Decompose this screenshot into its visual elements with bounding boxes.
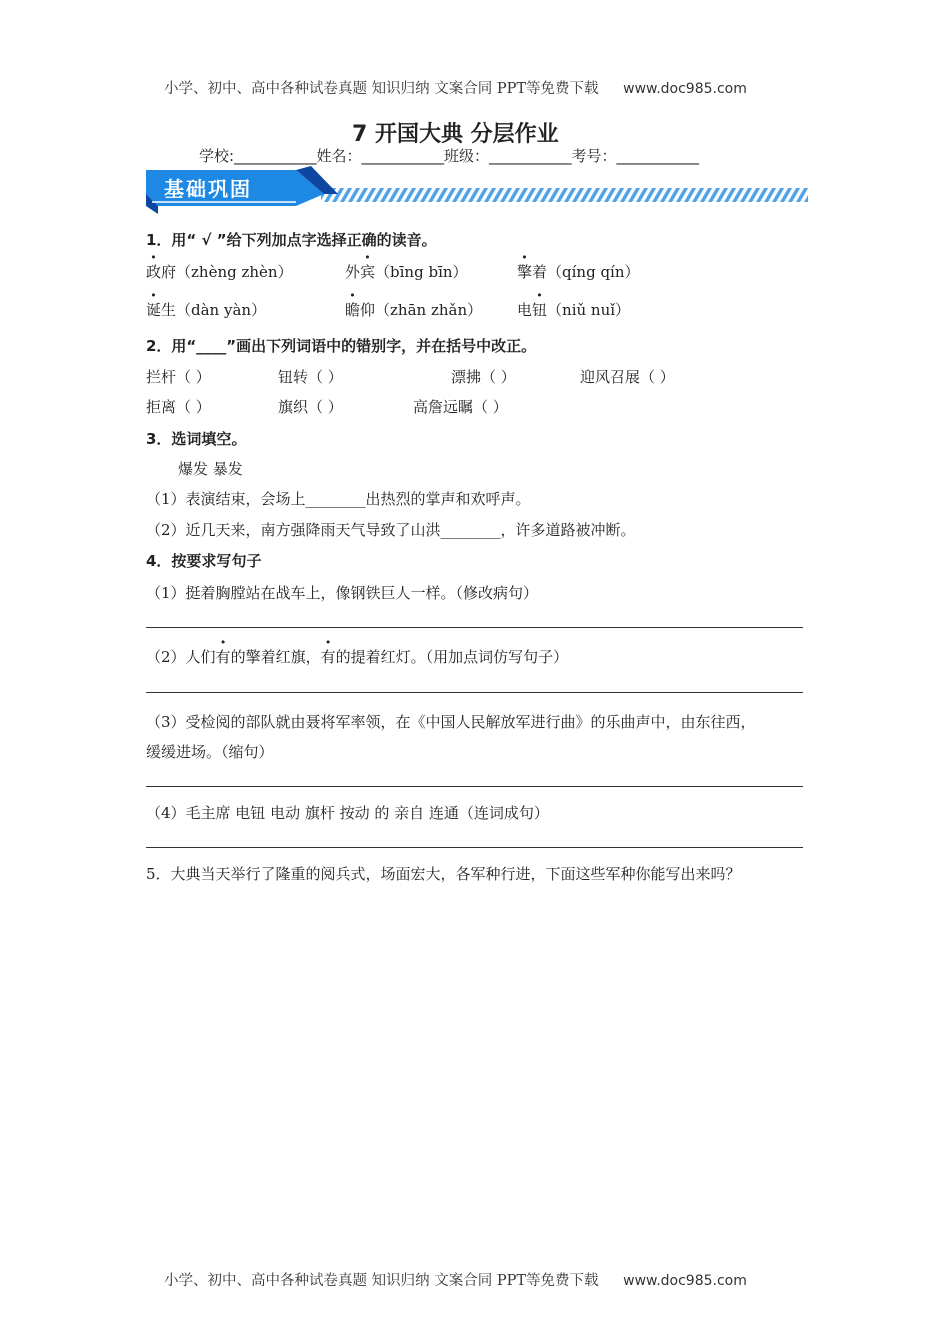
q1-item: 外宾（bīng bīn） [345, 263, 468, 281]
section-banner [146, 164, 808, 214]
q1-item: 政府（zhèng zhèn） [146, 263, 293, 281]
q3-sentence-2: （2）近几天来，南方强降雨天气导致了山洪________，许多道路被冲断。 [146, 521, 636, 539]
q4-sentence-4: （4）毛主席 电钮 电动 旗杆 按动 的 亲自 连通（连词成句） [146, 804, 549, 822]
q3-title: 3．选词填空。 [146, 430, 247, 448]
q2-item: 高詹远瞩（ ） [413, 398, 508, 416]
header-site: www.doc985.com [623, 81, 747, 97]
q2-item: 拒离（ ） [146, 398, 211, 416]
header-text: 小学、初中、高中各种试卷真题 知识归纳 文案合同 PPT等免费下载 [164, 81, 599, 97]
q1-item: 电钮（niǔ nuǐ） [517, 301, 631, 319]
q4-sentence-3-cont: 缓缓进场。（缩句） [146, 743, 274, 761]
q4-sentence-2: （2）人们有的擎着红旗，有的提着红灯。（用加点词仿写句子） [146, 648, 569, 666]
q4-sentence-3: （3）受检阅的部队就由聂将军率领，在《中国人民解放军进行曲》的乐曲声中，由东往西， [146, 713, 756, 731]
page-header [164, 77, 747, 98]
answer-line[interactable] [146, 627, 803, 628]
q1-item: 诞生（dàn yàn） [146, 301, 267, 319]
banner-label: 基础巩固 [164, 177, 252, 201]
q2-item: 钮转（ ） [278, 368, 343, 386]
answer-line[interactable] [146, 692, 803, 693]
q3-word-choices: 爆发 暴发 [178, 460, 243, 478]
q1-item: 瞻仰（zhān zhǎn） [345, 301, 483, 319]
q4-sentence-1: （1）挺着胸膛站在战车上，像钢铁巨人一样。（修改病句） [146, 584, 539, 602]
q5-title: 5．大典当天举行了隆重的阅兵式，场面宏大，各军种行进，下面这些军种你能写出来吗？ [146, 865, 741, 883]
page-footer [164, 1269, 747, 1290]
page-title: 7 开国大典 分层作业 [352, 122, 559, 147]
answer-line[interactable] [146, 786, 803, 787]
q2-item: 漂拂（ ） [451, 368, 516, 386]
q1-title: 1．用“ √ ”给下列加点字选择正确的读音。 [146, 231, 437, 249]
q2-item: 旗织（ ） [278, 398, 343, 416]
footer-site: www.doc985.com [623, 1273, 747, 1289]
q2-title: 2．用“____”画出下列词语中的错别字，并在括号中改正。 [146, 337, 537, 355]
student-info-line: 学校:___________姓名：___________班级：___________考号：___________ [199, 147, 700, 165]
q1-item: 擎着（qíng qín） [517, 263, 640, 281]
q3-sentence-1: （1）表演结束，会场上________出热烈的掌声和欢呼声。 [146, 490, 531, 508]
q4-title: 4．按要求写句子 [146, 552, 262, 570]
q2-item: 拦杆（ ） [146, 368, 211, 386]
answer-line[interactable] [146, 847, 803, 848]
footer-text: 小学、初中、高中各种试卷真题 知识归纳 文案合同 PPT等免费下载 [164, 1273, 599, 1289]
q2-item: 迎风召展（ ） [580, 368, 675, 386]
